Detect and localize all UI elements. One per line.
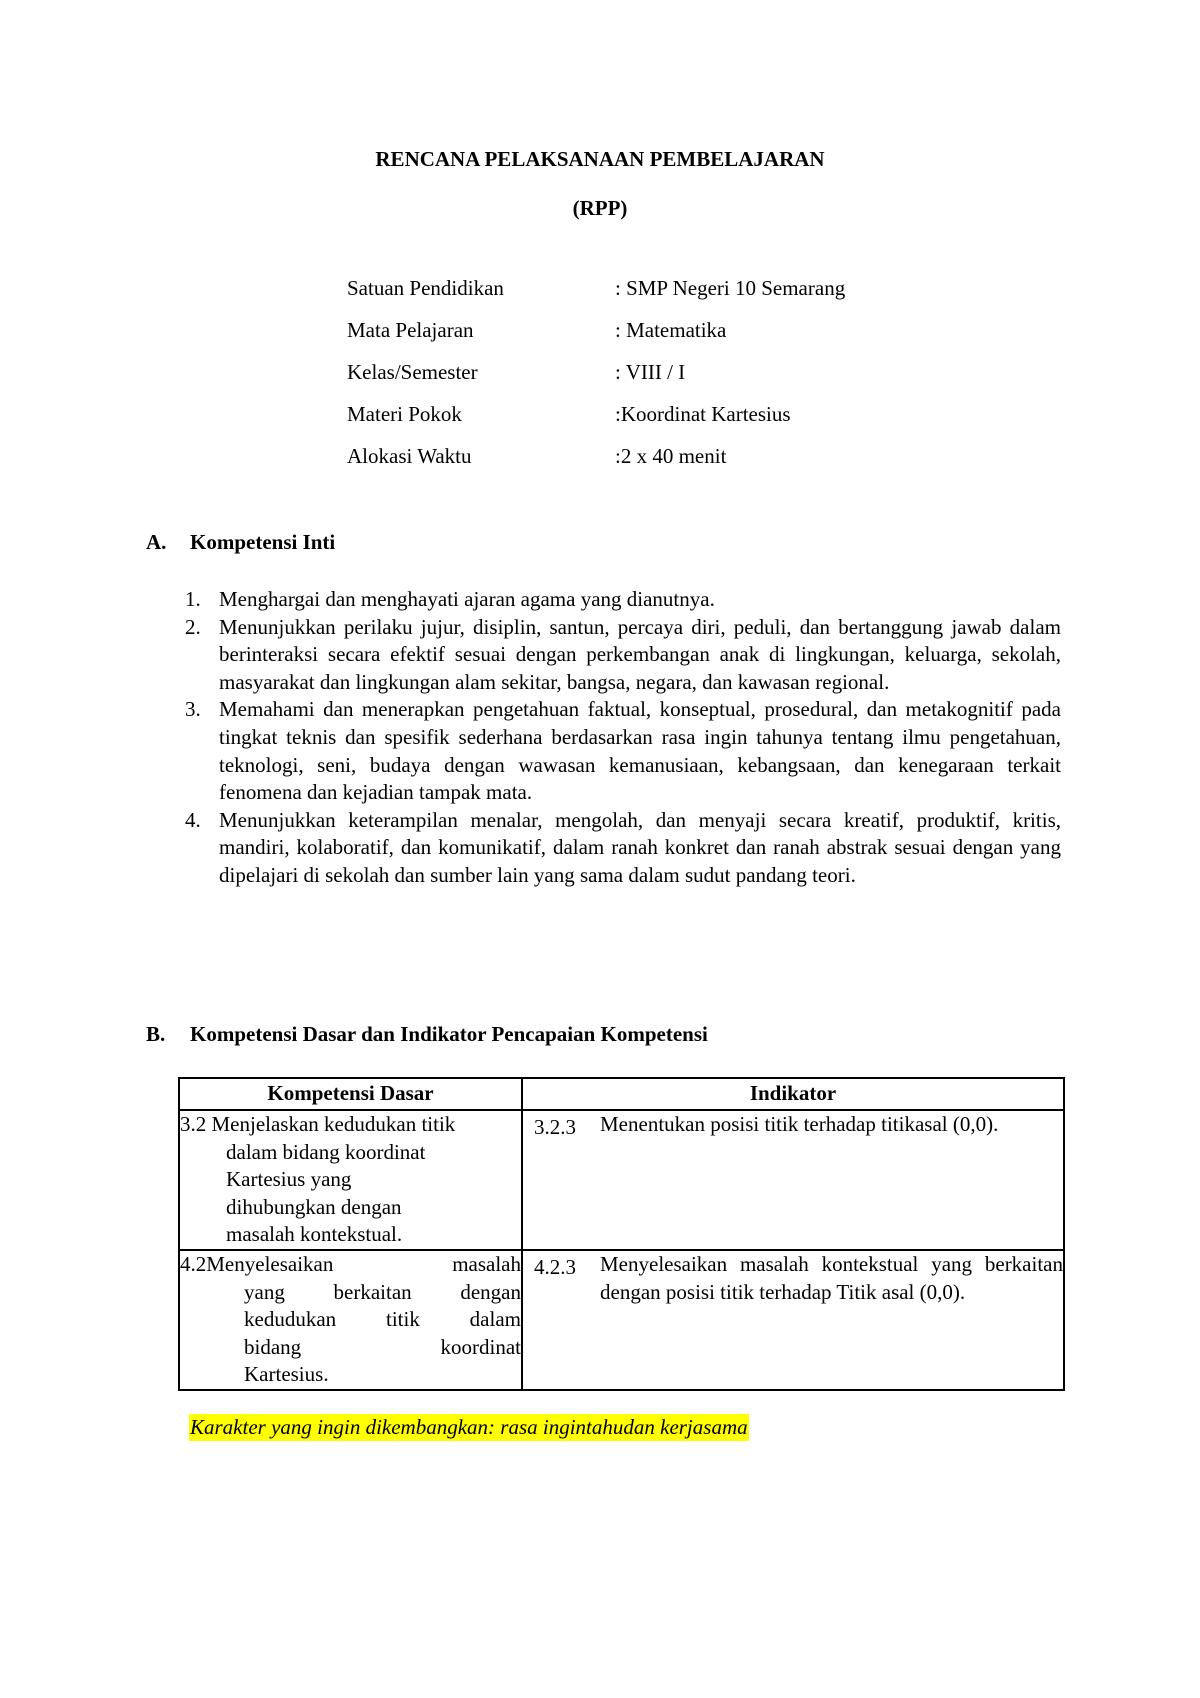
list-item-number: 3.: [185, 697, 201, 722]
karakter-note: Karakter yang ingin dikembangkan: rasa ingintahudan kerjasama: [190, 1415, 748, 1439]
kd-line: Kartesius.: [244, 1362, 329, 1386]
table-row: [179, 1110, 1064, 1250]
kd-cell: [179, 1250, 522, 1390]
section-a-heading: [146, 530, 335, 555]
indikator-cell: [522, 1110, 1064, 1250]
table-header-row: [179, 1078, 1064, 1110]
indikator-number: 4.2.3: [534, 1255, 576, 1279]
document-subtitle: (RPP): [572, 196, 628, 220]
identity-row: [347, 360, 1047, 402]
identity-label: Mata Pelajaran: [347, 318, 474, 342]
kd-line: dihubungkan dengan: [226, 1194, 402, 1219]
identity-row: [347, 276, 1047, 318]
list-item-number: 4.: [185, 807, 201, 832]
identity-value: : Matematika: [615, 318, 727, 342]
identity-value: : VIII / I: [615, 360, 686, 384]
list-item-text: Menghargai dan menghayati ajaran agama yang dianutnya.: [219, 587, 715, 611]
indikator-cell: [522, 1250, 1064, 1390]
list-item-text: Menunjukkan perilaku jujur, disiplin, santun, percaya diri, peduli, dan bertanggung jawab dalam berinteraksi secara efektif sesuai dengan perkembangan anak di lingkungan, keluarga, sekolah, masyarakat dan lingkungan alam sekitar, bangsa, negara, dan kawasan regional.: [219, 614, 1061, 694]
identity-label: Materi Pokok: [347, 402, 462, 426]
identity-label: Satuan Pendidikan: [347, 276, 504, 300]
kd-first-line: 4.2Menyelesaikan masalah: [180, 1252, 521, 1276]
list-item-text: Memahami dan menerapkan pengetahuan faktual, konseptual, prosedural, dan metakognitif pada tingkat teknis dan spesifik sederhana berdasarkan rasa ingin tahunya tentang ilmu pengetahuan, teknologi, seni, budaya dengan wawasan kemanusiaan, kebangsaan, dan kenegaraan terkait fenomena dan kejadian tampak mata.: [219, 697, 1061, 805]
header-indikator: Indikator: [522, 1078, 1064, 1110]
identity-value: :Koordinat Kartesius: [615, 402, 791, 426]
kd-line: masalah kontekstual.: [226, 1222, 403, 1246]
identity-label: Alokasi Waktu: [347, 444, 472, 468]
identity-value: : SMP Negeri 10 Semarang: [615, 276, 846, 300]
kd-line: dalam bidang koordinat: [226, 1139, 426, 1164]
table-row: [179, 1250, 1064, 1390]
kompetensi-table: [178, 1077, 1065, 1391]
kd-line: Kartesius yang: [226, 1167, 352, 1191]
identity-label: Kelas/Semester: [347, 360, 478, 384]
kd-line: kedudukan titik dalam: [244, 1307, 521, 1331]
identity-row: [347, 318, 1047, 360]
indikator-text: Menyelesaikan masalah kontekstual yang berkaitan dengan posisi titik terhadap Titik asal (0,0).: [600, 1252, 1063, 1304]
list-item-number: 1.: [185, 587, 201, 611]
section-b-heading: [146, 1022, 708, 1047]
indikator-number: 3.2.3: [534, 1115, 576, 1139]
kd-line: yang berkaitan dengan: [244, 1279, 521, 1304]
header-kompetensi-dasar: Kompetensi Dasar: [179, 1078, 522, 1110]
list-item-number: 2.: [185, 614, 201, 639]
identity-row: [347, 402, 1047, 444]
identity-block: [347, 276, 1047, 486]
document-title: RENCANA PELAKSANAAN PEMBELAJARAN: [375, 147, 825, 171]
section-a-title: Kompetensi Inti: [190, 530, 336, 554]
section-b-letter: B.: [146, 1022, 166, 1046]
section-a-letter: A.: [146, 530, 167, 554]
kd-cell: [179, 1110, 522, 1250]
identity-value: :2 x 40 menit: [615, 444, 727, 468]
identity-row: [347, 444, 1047, 486]
list-item: [185, 614, 1061, 697]
indikator-text: Menentukan posisi titik terhadap titikasal (0,0).: [600, 1112, 999, 1136]
kd-line: bidang koordinat: [244, 1334, 521, 1359]
list-item-text: Menunjukkan keterampilan menalar, mengolah, dan menyaji secara kreatif, produktif, kritis, mandiri, kolaboratif, dan komunikatif, dalam ranah konkret dan ranah abstrak sesuai dengan yang dipelajari di sekolah dan sumber lain yang sama dalam sudut pandang teori.: [219, 807, 1061, 887]
list-item: [185, 807, 1061, 890]
kd-first-line: 3.2 Menjelaskan kedudukan titik: [180, 1112, 456, 1136]
section-b-title: Kompetensi Dasar dan Indikator Pencapaian Kompetensi: [190, 1022, 708, 1046]
list-item: [185, 696, 1061, 806]
list-item: [185, 586, 1061, 614]
kompetensi-inti-list: [185, 586, 1061, 890]
